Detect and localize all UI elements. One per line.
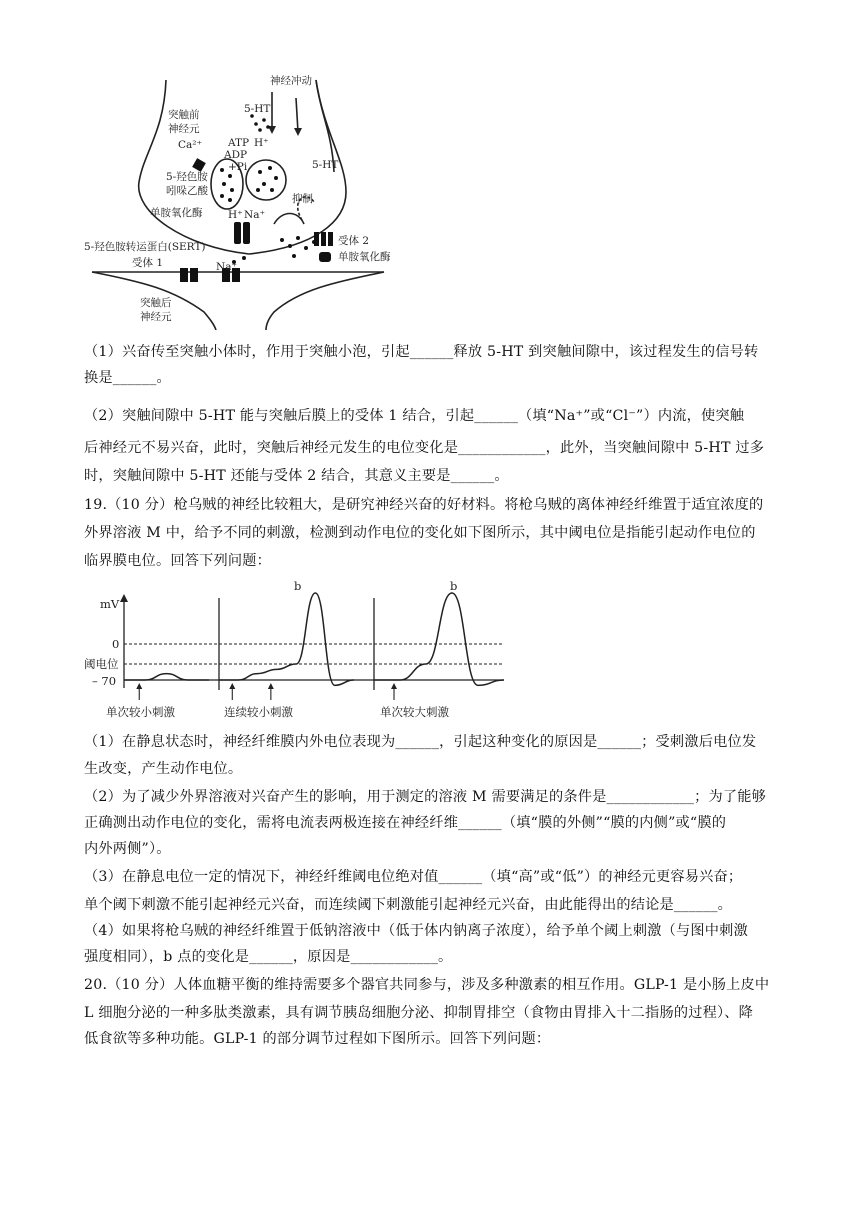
label-h-mid: H⁺ (228, 209, 243, 221)
q19-part1-cont: 生改变，产生动作电位。 (84, 761, 243, 777)
q18-part2-cont2: 时，突触间隙中 5-HT 还能与受体 2 结合，其意义主要是______。 (84, 468, 509, 484)
label-adp: ADP (224, 149, 248, 161)
label-h-top: H⁺ (254, 137, 269, 149)
q19-part1: （1）在静息状态时，神经纤维膜内外电位表现为______，引起这种变化的原因是______；受刺激后电位发 (84, 734, 757, 750)
q20-intro-1: 20.（10 分）人体血糖平衡的维持需要多个器官共同参与，涉及多种激素的相互作用。GLP-1 是小肠上皮中 (84, 977, 770, 993)
stimulus-arrowhead-3-1 (391, 683, 397, 689)
tick-zero: 0 (112, 637, 120, 651)
label-hiaa-2: 吲哚乙酸 (166, 185, 208, 197)
ap-trace-2 (219, 593, 354, 685)
label-mao-left: 单胺氧化酶 (150, 207, 203, 219)
label-atp: ATP (228, 137, 250, 149)
q19-part4-cont: 强度相同），b 点的变化是______，原因是____________。 (84, 949, 453, 965)
label-post-neuron: 突触后 (140, 297, 172, 309)
q18-part2: （2）突触间隙中 5-HT 能与突触后膜上的受体 1 结合，引起______（填“Na⁺”或“Cl⁻”）内流，使突触 (84, 408, 745, 424)
ap-trace-1 (124, 674, 209, 680)
label-mao-right: 单胺氧化酶 (338, 251, 391, 263)
label-na-bottom: Na⁺ (216, 261, 237, 273)
label-sert: 5-羟色胺转运蛋白(SERT) (84, 241, 206, 253)
label-impulse: 神经冲动 (270, 75, 312, 87)
chart-ylabel: mV (100, 597, 120, 611)
tick-threshold: 阈电位 (84, 657, 119, 671)
label-5ht-top: 5-HT (244, 103, 271, 115)
action-potential-chart (84, 578, 524, 723)
label-pi: +Pi (228, 161, 248, 173)
synapse-diagram (84, 72, 414, 330)
q19-part4: （4）如果将枪乌贼的神经纤维置于低钠溶液中（低于体内钠离子浓度），给予单个阈上刺激（与图中刺激 (84, 923, 748, 939)
stimulus-arrowhead-1-1 (136, 683, 142, 689)
label-5ht-right: 5-HT (312, 159, 339, 171)
label-na-mid: Na⁺ (244, 209, 265, 221)
peak-label-b-2: b (450, 579, 458, 593)
tick-rest: – 70 (92, 674, 117, 688)
label-inhibit: 抑制 (292, 193, 313, 205)
q19-part2: （2）为了减少外界溶液对兴奋产生的影响，用于测定的溶液 M 需要满足的条件是____________；为了能够 (84, 789, 767, 805)
stimulus-arrowhead-2-2 (268, 683, 274, 689)
peak-label-b-1: b (294, 579, 302, 593)
q19-part3: （3）在静息电位一定的情况下，神经纤维阈电位绝对值______（填“高”或“低”）的神经元更容易兴奋； (84, 869, 743, 885)
y-axis-arrow (120, 594, 128, 602)
q18-part1-cont: 换是______。 (84, 370, 171, 386)
q19-part2-cont: 正确测出动作电位的变化，需将电流表两极连接在神经纤维______（填“膜的外侧”“膜的内侧”或“膜的 (84, 815, 727, 831)
label-receptor-2: 受体 2 (338, 235, 370, 247)
label-post-neuron-2: 神经元 (140, 311, 172, 323)
label-pre-neuron: 突触前 (168, 109, 200, 121)
q18-part1: （1）兴奋传至突触小体时，作用于突触小泡，引起______释放 5-HT 到突触间隙中，该过程发生的信号转 (84, 344, 759, 360)
q20-intro-2: L 细胞分泌的一种多肽类激素，具有调节胰岛细胞分泌、抑制胃排空（食物由胃排入十二指肠的过程）、降 (84, 1005, 754, 1021)
q19-part2-cont2: 内外两侧”）。 (84, 841, 171, 857)
caption-single-large: 单次较大刺激 (380, 705, 449, 719)
caption-single-small: 单次较小刺激 (106, 705, 175, 719)
q20-intro-3: 低食欲等多种功能。GLP-1 的部分调节过程如下图所示。回答下列问题： (84, 1031, 551, 1047)
label-receptor-1: 受体 1 (132, 257, 164, 269)
caption-repeated-small: 连续较小刺激 (224, 705, 293, 719)
stimulus-arrowhead-2-1 (229, 683, 235, 689)
q19-intro-3: 临界膜电位。回答下列问题： (84, 553, 272, 569)
label-hiaa-1: 5-羟色胺 (166, 171, 208, 183)
q19-intro-2: 外界溶液 M 中，给予不同的刺激，检测到动作电位的变化如下图所示，其中阈电位是指能引起动作电位的 (84, 525, 756, 541)
q18-part2-cont: 后神经元不易兴奋，此时，突触后神经元发生的电位变化是____________，此外，当突触间隙中 5-HT 过多 (84, 440, 765, 456)
ap-trace-3 (374, 593, 504, 685)
q19-part3-cont: 单个阈下刺激不能引起神经元兴奋，而连续阈下刺激能引起神经元兴奋，由此能得出的结论是______。 (84, 897, 733, 913)
label-pre-neuron-2: 神经元 (168, 123, 200, 135)
label-ca: Ca²⁺ (178, 139, 203, 151)
q19-intro-1: 19.（10 分）枪乌贼的神经比较粗大，是研究神经兴奋的好材料。将枪乌贼的离体神经纤维置于适宜浓度的 (84, 497, 764, 513)
